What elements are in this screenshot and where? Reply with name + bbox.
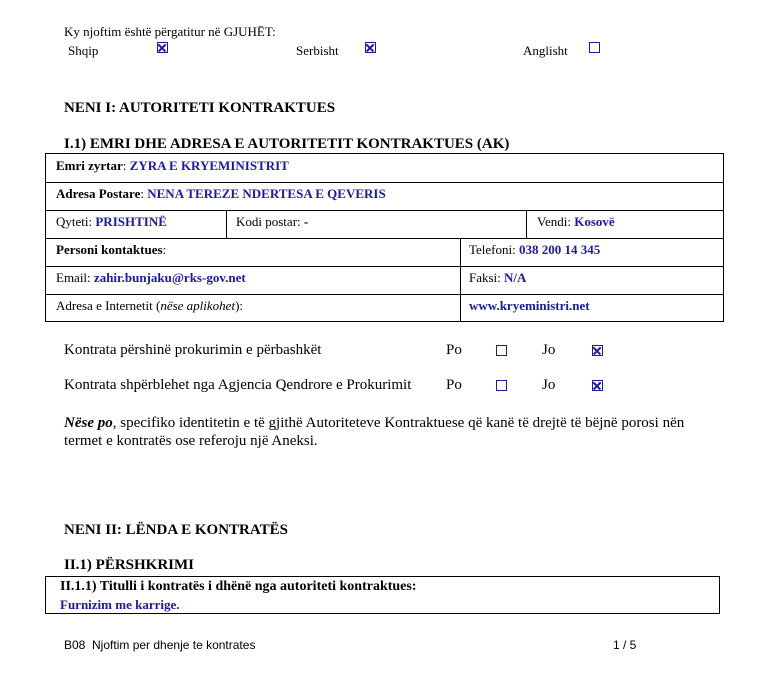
row-address <box>46 182 723 211</box>
row-official-name <box>46 154 723 183</box>
country-cell <box>537 214 615 230</box>
colon: : <box>122 158 130 173</box>
official-name-cell <box>56 158 289 174</box>
checkbox-serbisht[interactable] <box>365 42 376 53</box>
note-emphasis: Nëse po <box>64 415 113 431</box>
contract-title-label: II.1.1) Titulli i kontratës i dhënë nga autoriteti kontraktues: <box>60 579 417 594</box>
divider <box>460 266 461 294</box>
language-prompt: Ky njoftim është përgatitur në GJUHËT: <box>64 24 276 39</box>
language-label-anglisht: Anglisht <box>523 43 568 58</box>
address-value: NENA TEREZE NDERTESA E QEVERIS <box>147 186 386 201</box>
row-web <box>46 294 723 321</box>
city-cell <box>56 214 167 230</box>
section-2-1-subheading: II.1) PËRSHKRIMI <box>64 557 195 573</box>
contact-cell <box>56 242 166 258</box>
checkbox-joint-po[interactable] <box>496 345 507 356</box>
country-label: Vendi: <box>537 214 571 229</box>
language-label-serbisht: Serbisht <box>296 43 339 58</box>
official-name-label: Emri zyrtar <box>56 158 123 173</box>
address-cell <box>56 186 386 202</box>
contracting-authority-table <box>45 153 724 322</box>
phone-cell <box>469 242 600 258</box>
fax-value: N/A <box>504 270 527 285</box>
language-label-shqip: Shqip <box>68 43 99 58</box>
divider <box>226 210 227 238</box>
checkbox-central-po[interactable] <box>496 380 507 391</box>
divider <box>460 238 461 266</box>
note-text: , specifiko identitetin e të gjithë Autoriteteve Kontraktuese që kanë të drejtë të bëjnë porosi nën termet e kontratës ose referoju një Aneksi. <box>64 415 685 449</box>
contract-title-value: Furnizim me karrige. <box>60 597 180 612</box>
row-city <box>46 210 723 239</box>
checkbox-anglisht[interactable] <box>589 42 600 53</box>
city-value: PRISHTINË <box>95 214 167 229</box>
divider <box>526 210 527 238</box>
note-paragraph <box>64 414 714 450</box>
checkbox-shqip[interactable] <box>157 42 168 53</box>
question-central-agency: Kontrata shpërblehet nga Agjencia Qendrore e Prokurimit <box>64 377 412 393</box>
email-label: Email: <box>56 270 91 285</box>
fax-label: Faksi: <box>469 270 501 285</box>
address-label: Adresa Postare <box>56 186 141 201</box>
contact-label: Personi kontaktues <box>56 242 163 257</box>
web-note: nëse aplikohet <box>160 298 236 313</box>
web-cell: Adresa e Internetit (nëse aplikohet): <box>56 298 244 313</box>
web-value-cell <box>469 298 590 314</box>
city-label: Qyteti: <box>56 214 93 229</box>
colon: : <box>162 242 167 257</box>
checkbox-joint-jo[interactable] <box>592 345 603 356</box>
footer-document-title: B08 Njoftim per dhenje te kontrates <box>64 638 256 652</box>
country-value: Kosovë <box>574 214 615 229</box>
fax-cell <box>469 270 526 286</box>
colon: : <box>140 186 148 201</box>
section-1-1-subheading: I.1) EMRI DHE ADRESA E AUTORITETIT KONTRAKTUES (AK) <box>64 136 510 152</box>
row-email <box>46 266 723 295</box>
email-cell <box>56 270 246 286</box>
postal-value: - <box>303 214 309 229</box>
no-label: Jo <box>542 377 556 393</box>
yes-label: Po <box>446 377 462 393</box>
official-name-value: ZYRA E KRYEMINISTRIT <box>129 158 289 173</box>
divider <box>460 294 461 321</box>
web-label: Adresa e Internetit <box>56 298 153 313</box>
phone-label: Telefoni: <box>469 242 516 257</box>
footer-page-number: 1 / 5 <box>613 638 637 652</box>
email-value: zahir.bunjaku@rks-gov.net <box>93 270 246 285</box>
contract-title-box <box>45 576 720 614</box>
web-value: www.kryeministri.net <box>469 298 590 313</box>
question-joint-procurement: Kontrata përshinë prokurimin e përbashkët <box>64 342 322 358</box>
yes-label: Po <box>446 342 462 358</box>
no-label: Jo <box>542 342 556 358</box>
phone-value: 038 200 14 345 <box>519 242 601 257</box>
row-contact <box>46 238 723 267</box>
postal-label: Kodi postar: <box>236 214 301 229</box>
section-1-heading: NENI I: AUTORITETI KONTRAKTUES <box>64 100 336 116</box>
section-2-heading: NENI II: LËNDA E KONTRATËS <box>64 522 288 538</box>
postal-cell <box>236 214 308 230</box>
checkbox-central-jo[interactable] <box>592 380 603 391</box>
